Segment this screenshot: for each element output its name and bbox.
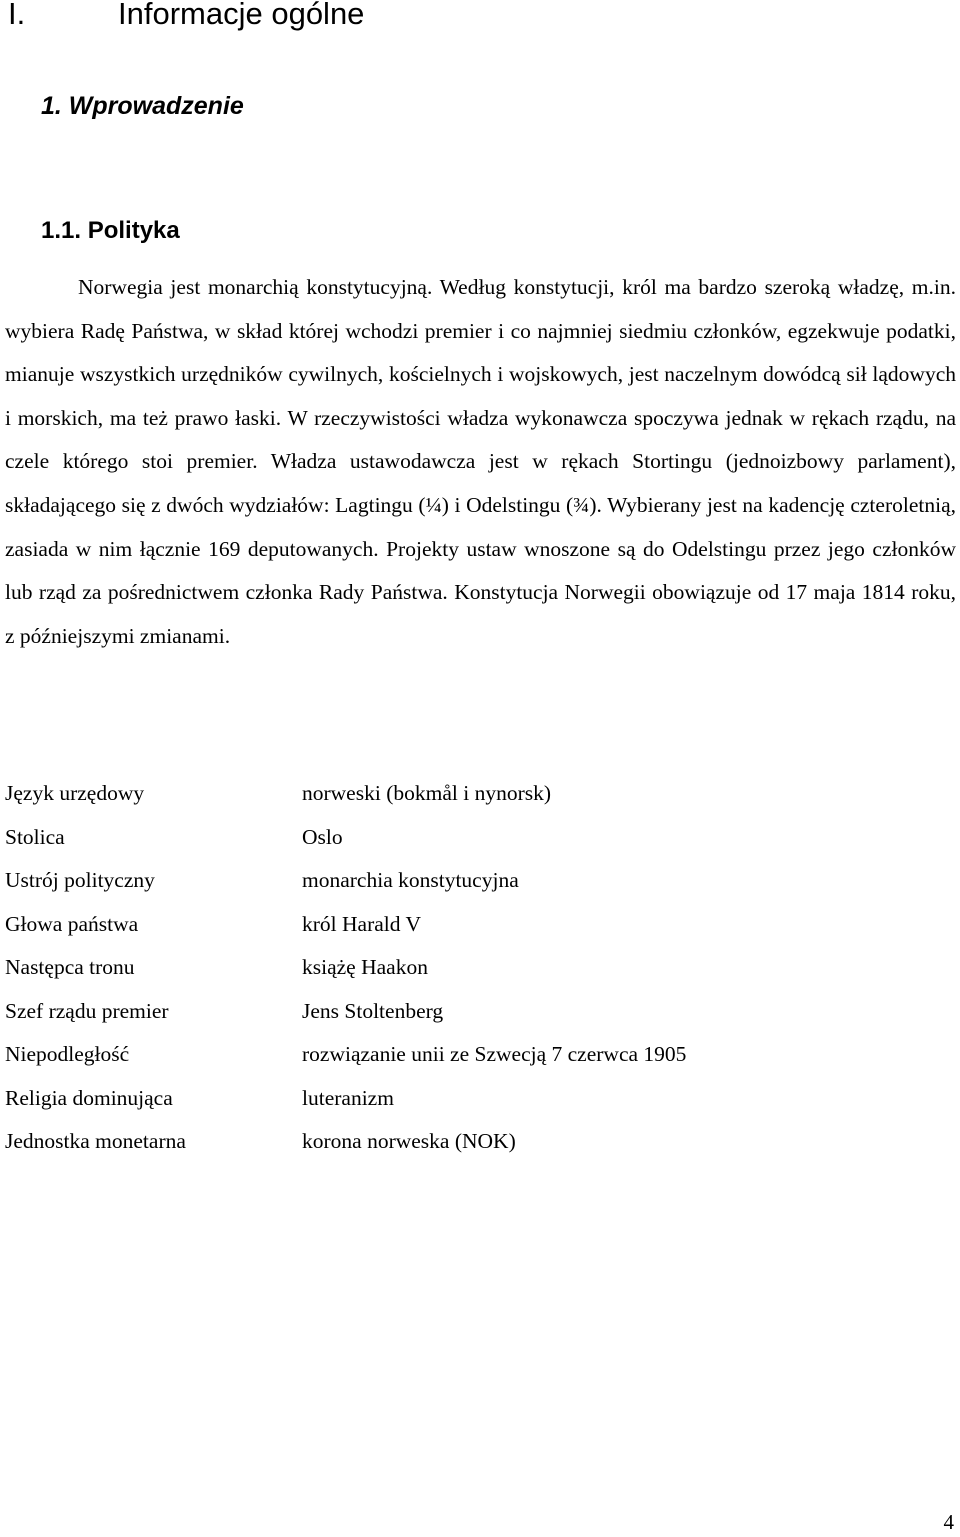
page-number: 4: [943, 1510, 954, 1534]
fact-label: Ustrój polityczny: [5, 868, 155, 893]
fact-value: król Harald V: [302, 911, 422, 936]
fact-label: Stolica: [5, 824, 65, 849]
fact-value: Oslo: [302, 824, 343, 849]
fact-row: [5, 903, 905, 947]
fact-row: [5, 859, 905, 903]
fact-row: [5, 816, 905, 860]
fact-value: monarchia konstytucyjna: [302, 868, 519, 893]
fact-label: Niepodległość: [5, 1042, 130, 1067]
fact-row: [5, 1033, 905, 1077]
section-title: Informacje ogólne: [118, 0, 365, 31]
fact-row: [5, 1120, 905, 1164]
fact-label: Szef rządu premier: [5, 998, 169, 1023]
fact-value: książę Haakon: [302, 955, 428, 980]
fact-row: [5, 990, 905, 1034]
fact-value: luteranizm: [302, 1085, 394, 1110]
subsubsection-heading: 1.1. Polityka: [41, 217, 180, 244]
fact-row: [5, 772, 905, 816]
fact-label: Religia dominująca: [5, 1085, 173, 1110]
section-heading: [8, 0, 364, 32]
fact-value: Jens Stoltenberg: [302, 998, 444, 1023]
fact-label: Język urzędowy: [5, 781, 145, 806]
body-paragraph: Norwegia jest monarchią konstytucyjną. Według konstytucji, król ma bardzo szeroką władzę, m.in. wybiera Radę Państwa, w skład której wchodzi premier i co najmniej siedmiu członków, egzekwuje podatki, mianuje wszystkich urzędników cywilnych, kościelnych i wojskowych, jest naczelnym dowódcą sił lądowych i morskich, ma też prawo łaski. W rzeczywistości władza wykonawcza spoczywa jednak w rękach rządu, na czele którego stoi premier. Władza ustawodawcza jest w rękach Stortingu (jednoizbowy parlament), składającego się z dwóch wydziałów: Lagtingu (¼) i Odelstingu (¾). Wybierany jest na kadencję czteroletnią, zasiada w nim łącznie 169 deputowanych. Projekty ustaw wnoszone są do Odelstingu przez jego członków lub rząd za pośrednictwem członka Rady Państwa. Konstytucja Norwegii obowiązuje od 17 maja 1814 roku, z późniejszymi zmianami.: [5, 275, 956, 648]
fact-row: [5, 946, 905, 990]
subsection-heading: 1. Wprowadzenie: [41, 92, 244, 120]
section-number: I.: [8, 0, 26, 31]
fact-label: Jednostka monetarna: [5, 1129, 186, 1154]
fact-label: Następca tronu: [5, 955, 135, 980]
fact-value: rozwiązanie unii ze Szwecją 7 czerwca 1905: [302, 1042, 687, 1067]
fact-label: Głowa państwa: [5, 911, 139, 936]
fact-value: norweski (bokmål i nynorsk): [302, 781, 552, 806]
fact-row: [5, 1077, 905, 1121]
fact-value: korona norweska (NOK): [302, 1129, 516, 1154]
facts-table: [5, 772, 905, 1164]
